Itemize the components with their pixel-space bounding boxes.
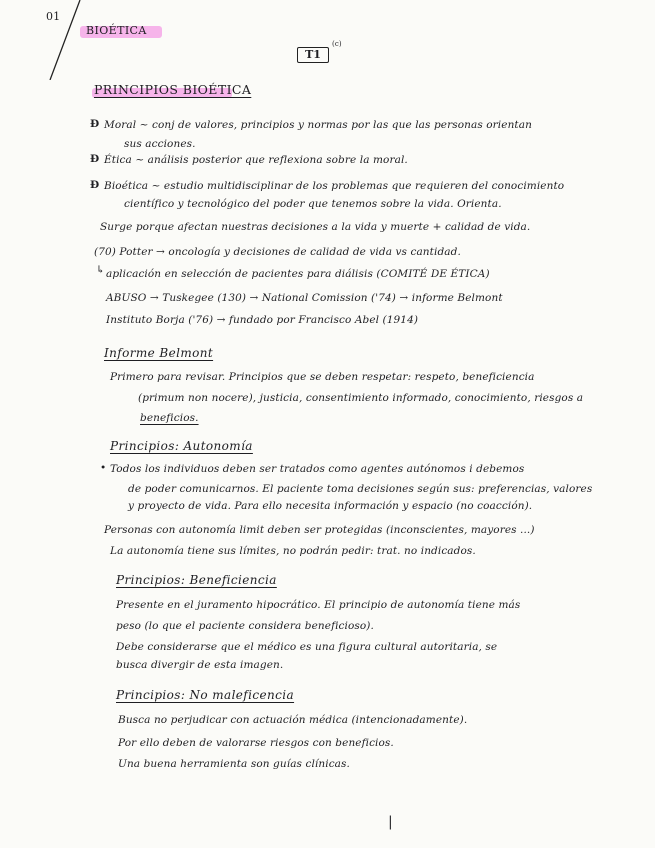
no-maleficencia-line-3: Una buena herramienta son guías clínicas. xyxy=(118,758,350,770)
autonomia-line-3: y proyecto de vida. Para ello necesita información y espacio (no coacción). xyxy=(128,500,533,512)
bullet-dot-icon: • xyxy=(100,462,107,474)
main-title: PRINCIPIOS BIOÉTICA xyxy=(94,82,252,97)
context-line-1: Surge porque afectan nuestras decisiones a la vida y muerte + calidad de vida. xyxy=(100,221,531,233)
definition-moral-line1: Moral ~ conj de valores, principios y normas por las que las personas orientan xyxy=(104,119,532,131)
no-maleficencia-line-1: Busca no perjudicar con actuación médica (intencionadamente). xyxy=(118,714,468,726)
section-heading-belmont: Informe Belmont xyxy=(104,346,214,360)
definition-moral-line2: sus acciones. xyxy=(124,138,196,150)
context-line-3: aplicación en selección de pacientes para diálisis (COMITÉ DE ÉTICA) xyxy=(106,268,490,280)
section-heading-beneficiencia: Principios: Beneficiencia xyxy=(116,573,277,587)
context-line-4: ABUSO → Tuskegee (130) → National Comission ('74) → informe Belmont xyxy=(106,292,503,304)
belmont-line-1: Primero para revisar. Principios que se deben respetar: respeto, beneficiencia xyxy=(110,371,535,383)
definition-bioetica-line1: Bioética ~ estudio multidisciplinar de los problemas que requieren del conocimiento xyxy=(104,180,565,192)
beneficiencia-line-2: peso (lo que el paciente considera beneficioso). xyxy=(116,620,374,632)
autonomia-line-2: de poder comunicarnos. El paciente toma decisiones según sus: preferencias, valores xyxy=(128,483,593,495)
definition-bioetica-line2: científico y tecnológico del poder que tenemos sobre la vida. Orienta. xyxy=(124,198,502,210)
autonomia-line-4: Personas con autonomía limit deben ser protegidas (inconscientes, mayores ...) xyxy=(104,524,535,536)
subject-label: BIOÉTICA xyxy=(86,24,147,37)
bullet-icon: Ð xyxy=(90,153,100,165)
autonomia-line-5: La autonomía tiene sus límites, no podrán pedir: trat. no indicados. xyxy=(110,545,476,557)
bullet-icon: Ð xyxy=(90,118,100,130)
page-number: 01 xyxy=(46,10,61,23)
context-line-2: (70) Potter → oncología y decisiones de calidad de vida vs cantidad. xyxy=(94,246,461,258)
bullet-icon: Ð xyxy=(90,179,100,191)
section-heading-no-maleficencia: Principios: No maleficencia xyxy=(116,688,295,702)
belmont-line-2: (primum non nocere), justicia, consentimiento informado, conocimiento, riesgos a xyxy=(138,392,584,404)
beneficiencia-line-4: busca divergir de esta imagen. xyxy=(116,659,284,671)
context-line-5: Instituto Borja ('76) → fundado por Francisco Abel (1914) xyxy=(106,314,419,326)
beneficiencia-line-1: Presente en el juramento hipocrático. El principio de autonomía tiene más xyxy=(116,599,521,611)
topic-tag: T1 xyxy=(297,47,329,63)
footer-mark: | xyxy=(388,814,393,830)
definition-etica: Ética ~ análisis posterior que reflexiona sobre la moral. xyxy=(104,154,408,166)
beneficiencia-line-3: Debe considerarse que el médico es una figura cultural autoritaria, se xyxy=(116,641,498,653)
autonomia-line-1: Todos los individuos deben ser tratados como agentes autónomos i debemos xyxy=(110,463,525,475)
belmont-line-3: beneficios. xyxy=(140,412,199,424)
section-heading-autonomia: Principios: Autonomía xyxy=(110,439,253,453)
topic-superscript: (c) xyxy=(332,40,342,48)
hook-arrow-icon: ↳ xyxy=(96,264,105,276)
no-maleficencia-line-2: Por ello deben de valorarse riesgos con beneficios. xyxy=(118,737,394,749)
